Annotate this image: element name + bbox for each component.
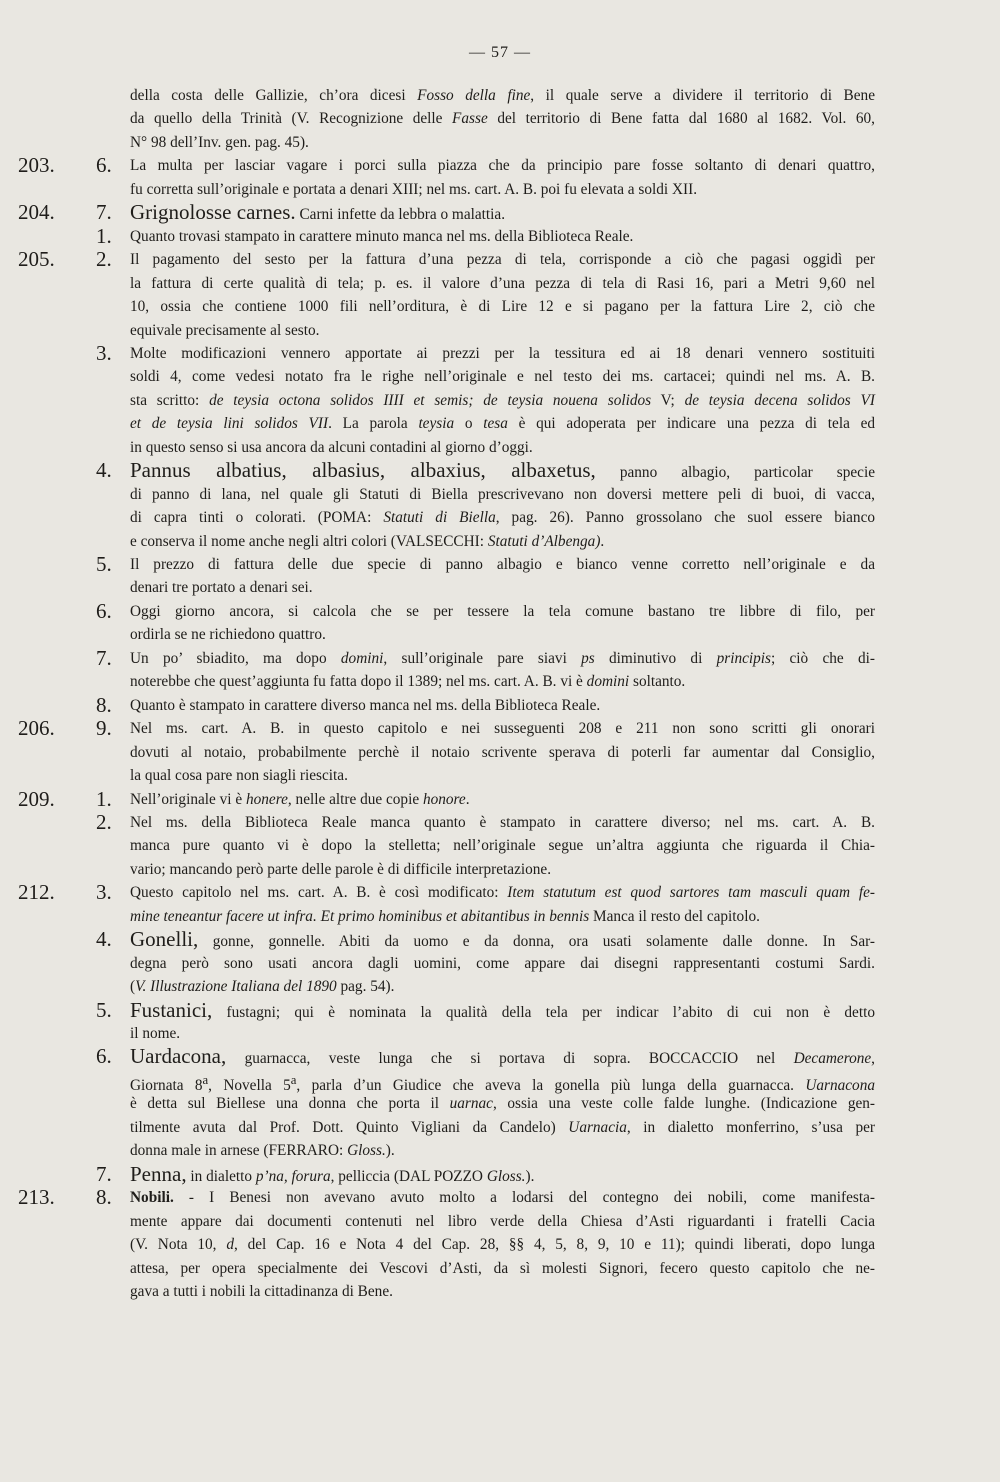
note-line: (V. Nota 10, d, del Cap. 16 e Nota 4 del Cap. 28, §§ 4, 5, 8, 9, 10 e 11); quindi liberati, dopo lunga — [130, 1236, 875, 1253]
note-line: degna però sono usati ancora dagli uomini, come appare dai disegni rappresentanti costumi Sardi. — [130, 955, 875, 972]
note-line: tilmente avuta dal Prof. Dott. Quinto Vigliani da Candelo) Uarnacia, in dialetto monferrino, s’usa per — [130, 1119, 875, 1136]
note-line: Nel ms. della Biblioteca Reale manca quanto è stampato in carattere diverso; nel ms. cart. A. B. — [130, 814, 875, 831]
note-line: di panno di lana, nel quale gli Statuti di Biella prescrivevano non doversi mettere peli di buoi, di vacca, — [130, 486, 875, 503]
note-line: equivale precisamente al sesto. — [130, 322, 320, 339]
note-line: dovuti al notaio, probabilmente perchè il notaio scrivente sperava di poterli far aumentar dal Consiglio, — [130, 744, 875, 761]
note-number: 5. — [96, 552, 112, 576]
note-line: in questo senso si usa ancora da alcuni contadini al giorno d’oggi. — [130, 439, 533, 456]
note-line: denari tre portato a denari sei. — [130, 579, 313, 596]
page-number: — 57 — — [469, 44, 531, 61]
note-line: Oggi giorno ancora, si calcola che se per tessere la tela comune bastano tre libbre di filo, per — [130, 603, 875, 620]
note-line: Nobili. - I Benesi non avevano avuto molto a lodarsi del contegno dei nobili, come manifesta- — [130, 1189, 875, 1206]
note-number: 1. — [96, 787, 112, 811]
note-line: Uardacona, guarnacca, veste lunga che si portava di sopra. BOCCACCIO nel Decamerone, — [130, 1044, 875, 1068]
note-number: 1. — [96, 224, 112, 248]
note-number: 3. — [96, 880, 112, 904]
note-line: Nell’originale vi è honere, nelle altre due copie honore. — [130, 791, 470, 808]
note-line: la fattura di certe qualità di tela; p. es. il valore d’una pezza di tela di Rasi 16, pari a Metri 9,60 nel — [130, 275, 875, 292]
note-line: soldi 4, come vedesi notato fra le righe nell’originale e nel testo dei ms. cartacei; quindi nel ms. A. B. — [130, 368, 875, 385]
section-number: 205. — [18, 247, 55, 271]
note-line: Penna, in dialetto p’na, forura, pelliccia (DAL POZZO Gloss.). — [130, 1162, 535, 1186]
note-line: (V. Illustrazione Italiana del 1890 pag. 54). — [130, 978, 395, 995]
note-line: sta scritto: de teysia octona solidos IIII et semis; de teysia nouena solidos V; de teysia decena solidos VI — [130, 392, 875, 409]
note-line: mine teneantur facere ut infra. Et primo hominibus et abitantibus in bennis Manca il resto del capitolo. — [130, 908, 760, 925]
note-line: Fustanici, fustagni; qui è nominata la qualità della tela per indicar l’abito di cui non è detto — [130, 998, 875, 1022]
note-line: manca pure quanto vi è dopo la stelletta; nell’originale segue un’altra aggiunta che riguarda il Chia- — [130, 837, 875, 854]
note-line: fu corretta sull’originale e portata a denari XIII; nel ms. cart. A. B. poi fu elevata a soldi XII. — [130, 181, 698, 198]
note-number: 7. — [96, 200, 112, 224]
note-line: 10, ossia che contiene 1000 fili nell’orditura, è di Lire 12 e si pagano per la fattura Lire 2, ciò che — [130, 298, 875, 315]
section-number: 203. — [18, 153, 55, 177]
note-line: il nome. — [130, 1025, 181, 1042]
note-number: 5. — [96, 998, 112, 1022]
section-number: 213. — [18, 1185, 55, 1209]
note-number: 7. — [96, 646, 112, 670]
note-number: 2. — [96, 810, 112, 834]
note-number: 4. — [96, 927, 112, 951]
section-number: 212. — [18, 880, 55, 904]
note-line: Quanto trovasi stampato in carattere minuto manca nel ms. della Biblioteca Reale. — [130, 228, 634, 245]
note-number: 7. — [96, 1162, 112, 1186]
note-number: 6. — [96, 153, 112, 177]
note-line: Giornata 8$^a$, Novella 5$^a$, parla d’un Giudice che aveva la gonella più lunga della guarnacca. Uarnacona — [130, 1073, 875, 1095]
note-line: Pannus albatius, albasius, albaxius, albaxetus, panno albagio, particolar specie — [130, 458, 876, 482]
note-line: La multa per lasciar vagare i porci sulla piazza che da principio pare fosse soltanto di denari quattro, — [130, 157, 875, 174]
note-line: Quanto è stampato in carattere diverso manca nel ms. della Biblioteca Reale. — [130, 697, 601, 714]
note-line: è detta sul Biellese una donna che porta il uarnac, ossia una veste colle falde lunghe. (Indicazione gen- — [130, 1095, 875, 1112]
note-line: vario; mancando però parte delle parole è di difficile interpretazione. — [130, 861, 552, 878]
note-line: Un po’ sbiadito, ma dopo domini, sull’originale pare siavi ps diminutivo di principis; ciò che di- — [130, 650, 875, 667]
note-line: ordirla se ne richiedono quattro. — [130, 626, 326, 643]
note-line: Il pagamento del sesto per la fattura d’una pezza di tela, corrisponde a ciò che pagasi oggidì per — [130, 251, 875, 268]
note-line: la qual cosa pare non siagli riescita. — [130, 767, 348, 784]
note-line: gava a tutti i nobili la cittadinanza di Bene. — [130, 1283, 393, 1300]
section-number: 204. — [18, 200, 55, 224]
note-line: Questo capitolo nel ms. cart. A. B. è così modificato: Item statutum est quod sartores tam masculi quam fe- — [130, 884, 875, 901]
note-line: Nel ms. cart. A. B. in questo capitolo e nei susseguenti 208 e 211 non sono scritti gli onorari — [130, 720, 875, 737]
note-number: 4. — [96, 458, 112, 482]
note-line: Molte modificazioni vennero apportate ai prezzi per la tessitura ed ai 18 denari vennero sostituiti — [130, 345, 875, 362]
note-number: 2. — [96, 247, 112, 271]
note-number: 6. — [96, 1044, 112, 1068]
note-line: noterebbe che quest’aggiunta fu fatta dopo il 1389; nel ms. cart. A. B. vi è domini soltanto. — [130, 673, 686, 690]
note-line: attesa, per opera specialmente dei Vescovi d’Asti, da sì molesti Signori, fecero questo capitolo che ne- — [130, 1260, 875, 1277]
section-number: 206. — [18, 716, 55, 740]
note-number: 8. — [96, 693, 112, 717]
note-number: 6. — [96, 599, 112, 623]
note-line: donna male in arnese (FERRARO: Gloss.). — [130, 1142, 395, 1159]
note-number: 9. — [96, 716, 112, 740]
section-number: 209. — [18, 787, 55, 811]
note-number: 3. — [96, 341, 112, 365]
note-line: della costa delle Gallizie, ch’ora dicesi Fosso della fine, il quale serve a dividere il territorio di Bene — [130, 87, 875, 104]
note-line: Grignolosse carnes. Carni infette da lebbra o malattia. — [130, 200, 506, 224]
note-line: da quello della Trinità (V. Recognizione delle Fasse del territorio di Bene fatta dal 1680 al 1682. Vol. 60, — [130, 110, 875, 127]
note-number: 8. — [96, 1185, 112, 1209]
note-line: mente appare dai documenti contenuti nel libro verde della Chiesa d’Asti riguardanti i fratelli Cacia — [130, 1213, 875, 1230]
note-line: et de teysia lini solidos VII. La parola teysia o tesa è qui adoperata per indicare una pezza di tela ed — [130, 415, 876, 432]
note-line: Gonelli, gonne, gonnelle. Abiti da uomo e da donna, ora usati solamente dalle donne. In Sar- — [130, 927, 875, 951]
note-line: e conserva il nome anche negli altri colori (VALSECCHI: Statuti d’Albenga). — [130, 533, 605, 550]
note-line: di capra tinti o colorati. (POMA: Statuti di Biella, pag. 26). Panno grossolano che suol essere bianco — [130, 509, 876, 526]
note-line: N° 98 dell’Inv. gen. pag. 45). — [130, 134, 309, 151]
note-line: Il prezzo di fattura delle due specie di panno albagio e bianco venne corretto nell’originale e da — [130, 556, 875, 573]
